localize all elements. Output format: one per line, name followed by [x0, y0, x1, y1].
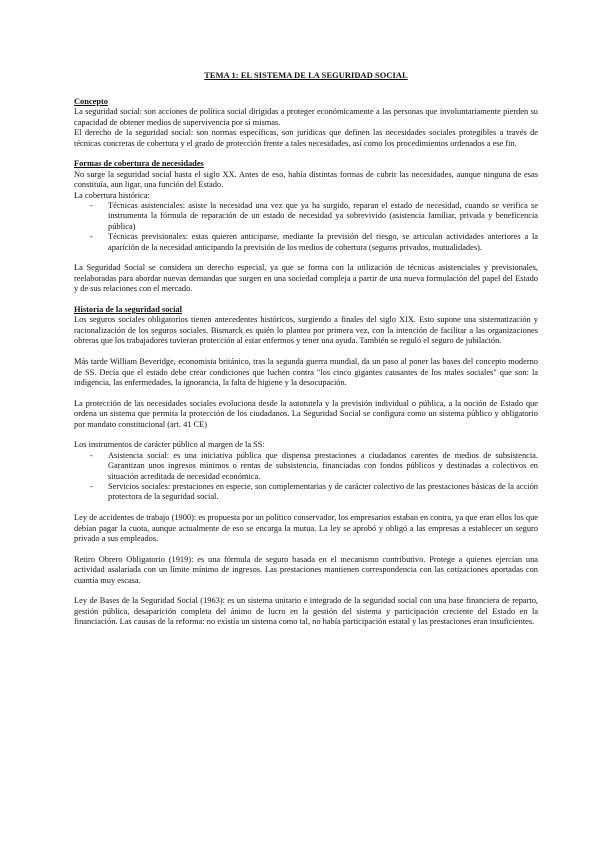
list-item: - Técnicas previsionales: estas quieren anticiparse, mediante la previsión del riesgo, se articulan actividades anteriores a la aparición de la necesidad anticipando la previsión de los medios de cobertura (seguros privados, mutualidades). — [90, 232, 538, 252]
list-item: - Técnicas asistenciales: asiste la necesidad una vez que ya ha surgido, reparan el estado de necesidad, cuando se verifica se instrumenta la fórmula de reparación de un estado de necesidad ya sobrevivido (asistencia familiar, privada y beneficencia pública) — [90, 201, 538, 231]
section-heading-concepto: Concepto — [74, 97, 108, 106]
section-heading-historia: Historia de la seguridad social — [74, 305, 182, 315]
section-heading-formas: Formas de cobertura de necesidades — [74, 159, 204, 169]
paragraph: La cobertura histórica: — [74, 190, 150, 200]
paragraph: Los instrumentos de carácter público al margen de la SS: — [74, 440, 265, 450]
bullet-list — [74, 451, 538, 503]
paragraph: Ley de accidentes de trabajo (1900): es propuesta por un político conservador, los empresarios estaban en contra, ya que eran ellos los que debían pagar la cuota, aunque actualmente de eso se encarga la mutua. La ley se aprobó y obligó a las empresas a establecer un seguro privado a sus empleados. — [74, 513, 538, 543]
paragraph: La Seguridad Social se considera un derecho especial, ya que se forma con la utilización de técnicas asistenciales y previsionales, reelaboradas para abordar nuevas demandas que surgen en una sociedad compleja a partir de una nueva formulación del papel del Estado y de sus relaciones con el mercado. — [74, 263, 538, 294]
paragraph: Ley de Bases de la Seguridad Social (1963): es un sistema unitario e integrado de la seguridad social con una base financiera de reparto, gestión pública, desaparición completa del ánimo de lucro en la gestión del sistema y participación creciente del Estado en la financiación. Las causas de la reforma: no existía un sistema como tal, no había participación estatal y las prestaciones eran insuficientes. — [74, 596, 538, 627]
paragraph: Los seguros sociales obligatorios tienen antecedentes históricos, surgiendo a finales del siglo XIX. Esto supone una sistematización y racionalización de los seguros sociales. Bismarck es quién lo plantea por primera vez, con la intención de facilitar a las organizaciones obreras que los trabajadores tuvieran protección al estar enfermos y tener una ayuda. También se reguló el seguro de jubilación. — [74, 315, 538, 346]
paragraph: La seguridad social: son acciones de política social dirigidas a proteger económicamente a las personas que involuntariamente pierden su capacidad de obtener medios de supervivencia por sí mismas. — [74, 107, 538, 127]
paragraph: Retiro Obrero Obligatorio (1919): es una fórmula de seguro basada en el mecanismo contributivo. Protege a quienes ejercían una actividad asalariada con un límite mínimo de ingresos. Las prestaciones mantienen correspondencia con las cotizaciones aportadas con cuantía muy escasa. — [74, 554, 538, 585]
document-title: TEMA 1: EL SISTEMA DE LA SEGURIDAD SOCIAL — [204, 71, 408, 80]
list-item: - Servicios sociales: prestaciones en especie, son complementarias y de carácter colectivo de las prestaciones básicas de la acción protectora de la seguridad social. — [90, 481, 538, 502]
paragraph: El derecho de la seguridad social: son normas específicas, son jurídicas que definen las necesidades sociales protegibles a través de técnicas concretas de cobertura y el grado de protección frente a tales necesidades, así como los procedimientos ordenados a ese fin. — [74, 128, 538, 148]
paragraph: La protección de las necesidades sociales evoluciona desde la autotutela y la previsión individual o pública, a la noción de Estado que ordena un sistema que permita la protección de los ciudadanos. La Seguridad Social se configura como un sistema público y obligatorio por mandato constitucional (art. 41 CE) — [74, 398, 538, 429]
list-item: - Asistencia social: es una iniciativa pública que dispensa prestaciones a ciudadanos carentes de medios de subsistencia. Garantizan unos ingresos mínimos o rentas de subsistencia, financiadas con fondos públicos y destinadas a colectivos en situación acreditada de necesidad económica. — [90, 450, 538, 481]
paragraph: No surge la seguridad social hasta el siglo XX. Antes de eso, había distintas formas de cubrir las necesidades, aunque ninguna de esas constituía, aun ligar, una función del Estado. — [74, 169, 538, 190]
bullet-list — [74, 201, 538, 253]
paragraph: Más tarde William Beveridge, economista británico, tras la segunda guerra mundial, da un paso al poner las bases del concepto moderno de SS. Decía que el estado debe crear condiciones que luchen contra "los cinco gigantes causantes de los males sociales" que son: la indigencia, las enfermedades, la ignorancia, la falta de higiene y la desocupación. — [74, 357, 538, 387]
